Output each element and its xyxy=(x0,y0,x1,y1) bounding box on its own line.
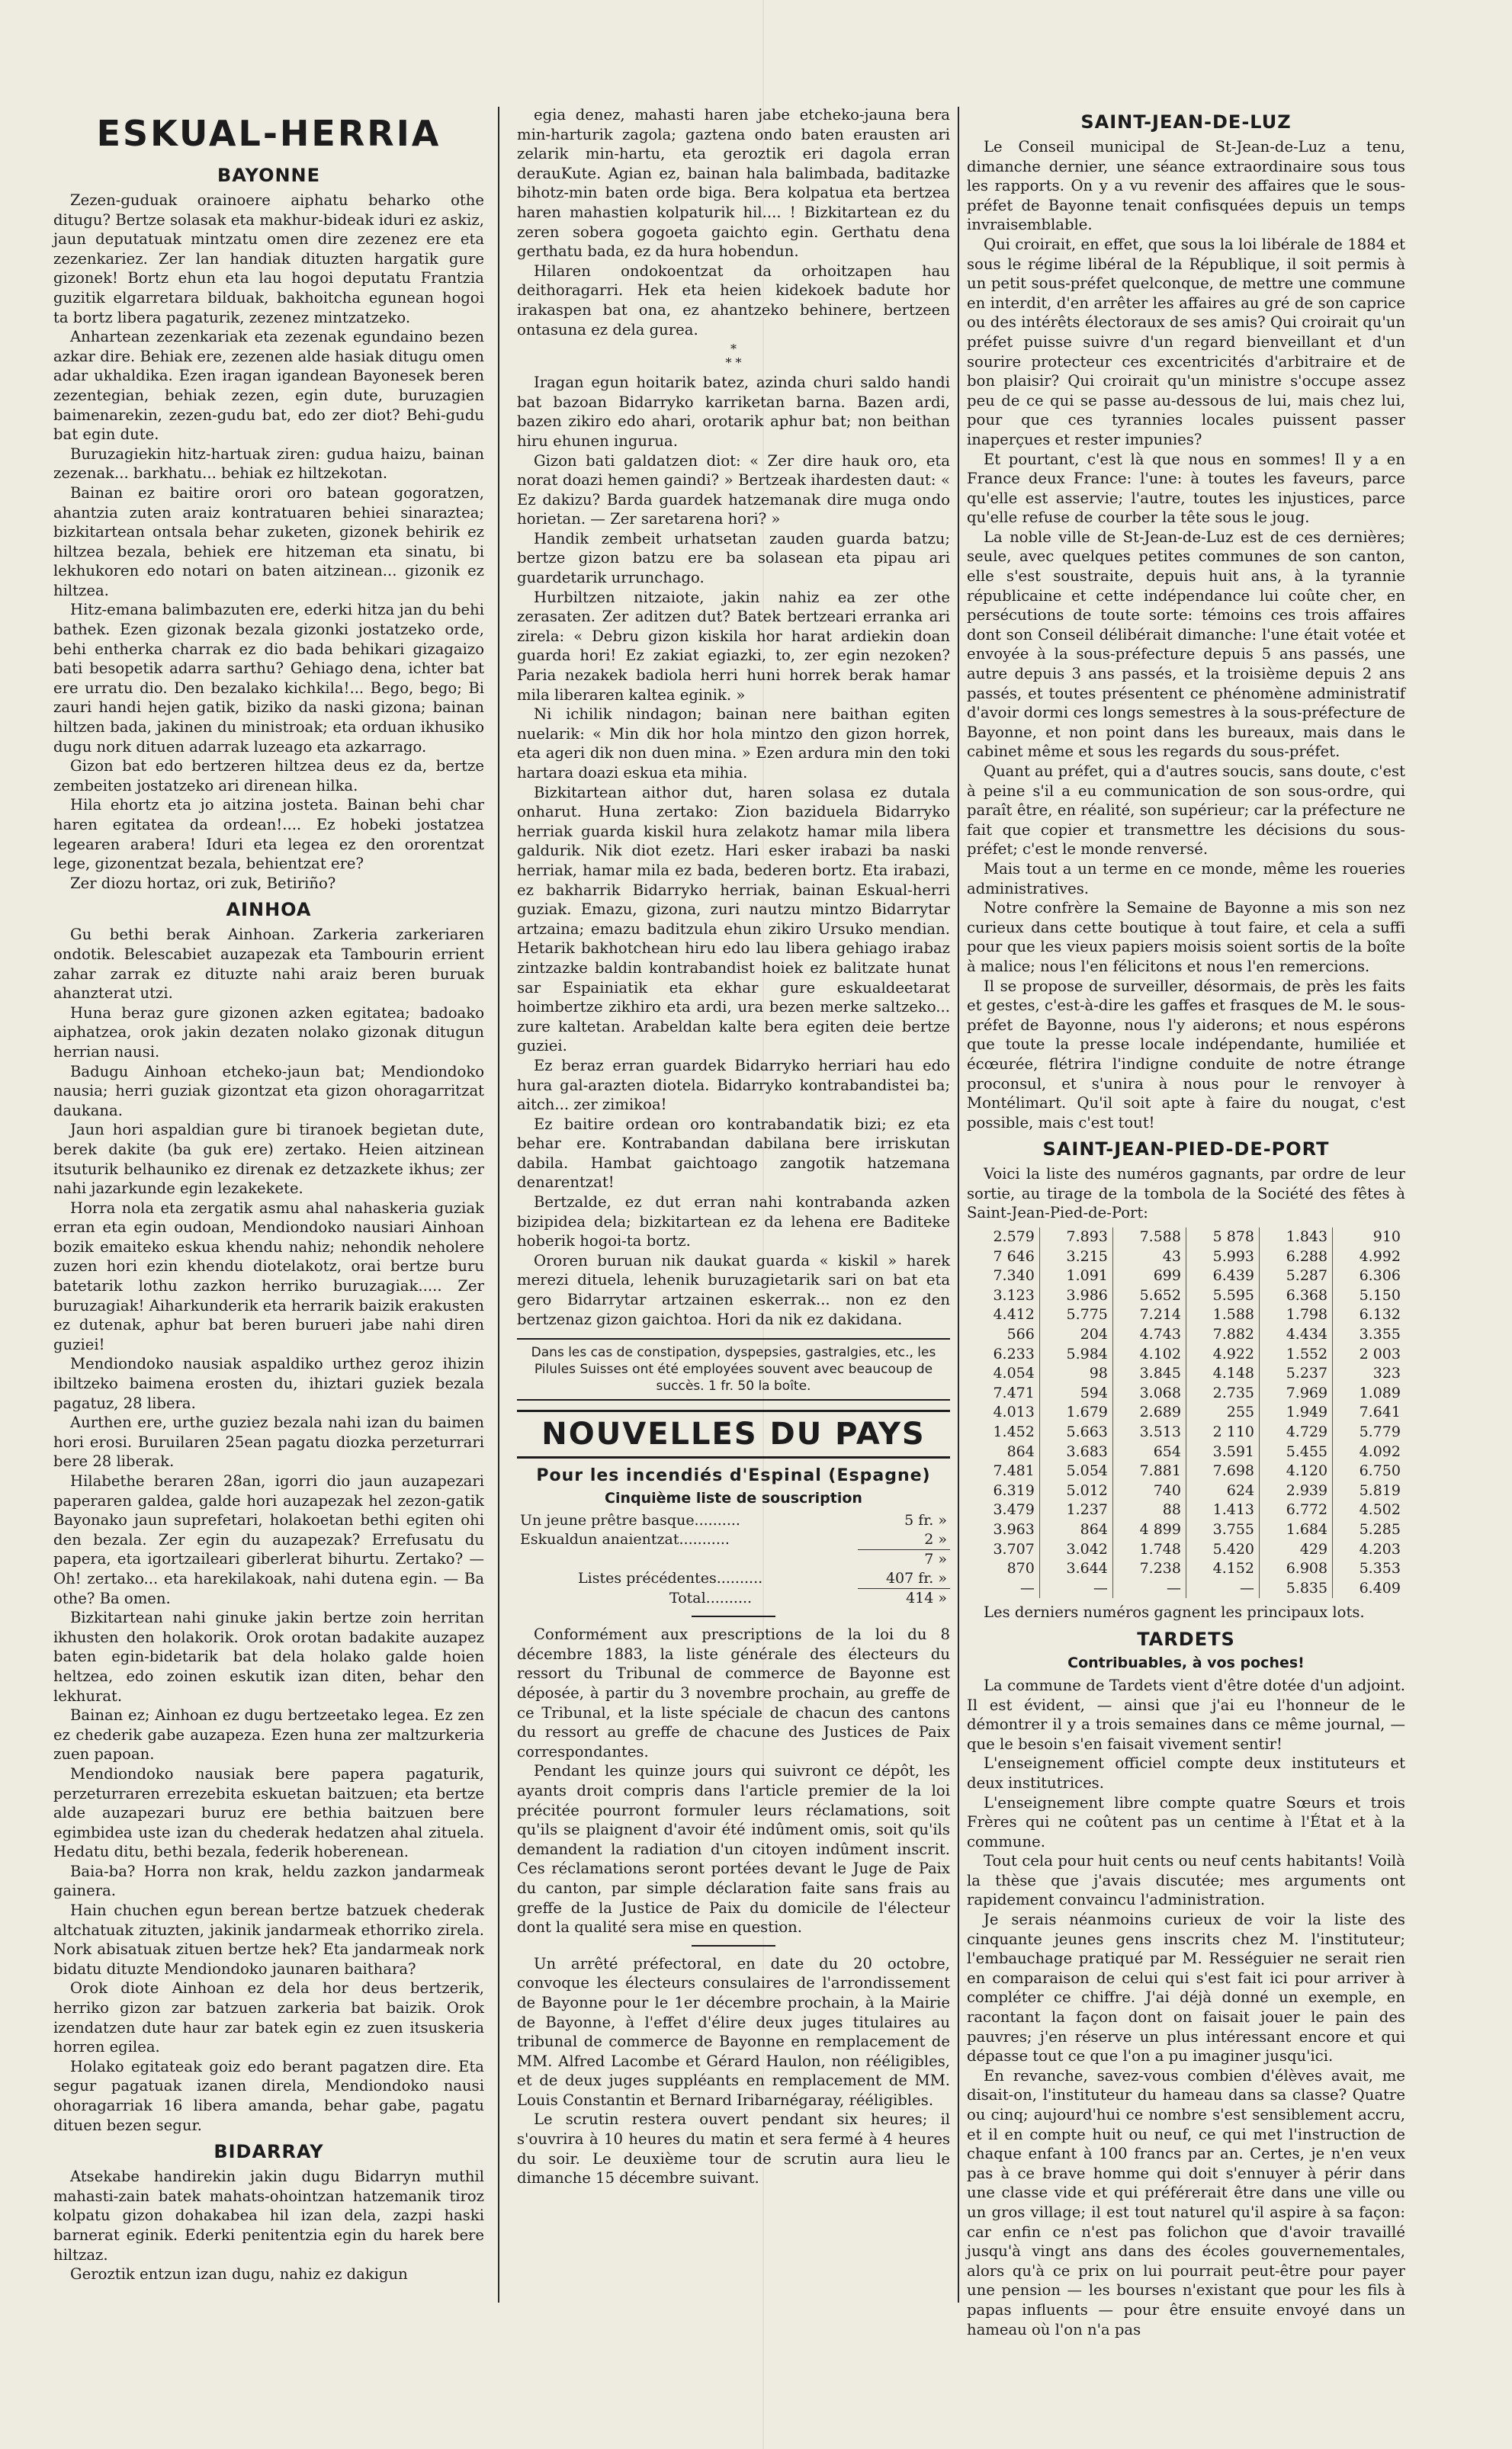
section-heading-bayonne: BAYONNE xyxy=(217,165,321,186)
table-row xyxy=(967,1520,1405,1540)
paragraph: Il se propose de surveiller, désormais, de près les faits et gestes, c'est-à-dire les gaffes et frasques de M. le sous-préfet de Bayonne, nous l'y aiderons; et nous espérons que toute la presse locale indépendante, humiliée et écœurée, flétrira l'indigne conduite de notre étrange proconsul, et s'unira à nous pour le renvoyer à Montélimart. Qu'il soit apte à faire du nougat, c'est possible, mais c'est tout! xyxy=(967,977,1405,1131)
table-cell: 2.689 xyxy=(1112,1403,1186,1423)
table-cell: 910 xyxy=(1372,1228,1401,1246)
table-row xyxy=(967,1423,1405,1443)
table-cell: 6.368 xyxy=(1260,1286,1333,1306)
paragraph: Badugu Ainhoan etcheko-jaun bat; Mendiondoko nausia; herri guziak gizontzat eta gizon ohoragarritzat daukana. xyxy=(53,1062,484,1119)
table-cell: 5.775 xyxy=(1039,1305,1112,1325)
paragraph: Geroztik entzun izan dugu, nahiz ez dakigun xyxy=(70,2265,408,2284)
table-cell: 6.750 xyxy=(1359,1462,1401,1480)
table-cell: 1.452 xyxy=(967,1423,1039,1443)
table-cell: 5 878 xyxy=(1186,1228,1259,1247)
table-cell: 3.845 xyxy=(1112,1364,1186,1384)
table-cell: — xyxy=(1039,1579,1112,1599)
paragraph: Bertzalde, ez dut erran nahi kontrabanda azken bizipidea dela; bizkitartean ez da lehena ere Baditeke hoberik hogoi-ta bortz. xyxy=(517,1193,950,1250)
table-row xyxy=(517,1589,950,1609)
table-row xyxy=(967,1540,1405,1560)
table-cell: 6.319 xyxy=(967,1481,1039,1501)
table-cell: 4.092 xyxy=(1359,1443,1401,1460)
bidarray-smuggling-article xyxy=(517,373,950,1329)
section-heading-saint-jean-de-luz: SAINT-JEAN-DE-LUZ xyxy=(1080,111,1292,133)
table-cell: 594 xyxy=(1039,1384,1112,1404)
table-cell: 4.502 xyxy=(1359,1501,1401,1519)
table-cell: 1.843 xyxy=(1260,1228,1333,1247)
paragraph: Les derniers numéros gagnent les principaux lots. xyxy=(984,1603,1365,1622)
table-row xyxy=(967,1325,1405,1345)
table-cell: 624 xyxy=(1186,1481,1259,1501)
table-cell: 3.479 xyxy=(967,1501,1039,1520)
paragraph: Qui croirait, en effet, que sous la loi libérale de 1884 et sous le régime libéral de la République, il soit permis à un petit sous-préfet quelconque, de mettre une commune en interdit, d'en arrêter les affaires au gré de son caprice ou des intérêts électoraux de ses amis? Qui croirait qu'un préfet puisse suivre d'un regard bienveillant et d'un sourire protecteur ces excentricités d'arbitraire et de bon plaisir? Qui croirait qu'un ministre s'occupe assez peu de ce qui se passe au-dessous de lui, mais chez lui, pour que ces tyrannies locales puissent passer inaperçues et rester impunies? xyxy=(967,235,1405,448)
paragraph: Gu bethi berak Ainhoan. Zarkeria zarkeriaren ondotik. Belescabiet auzapezak eta Tambourin errient zahar zarrak ez dituzte nahi araiz beren buruak ahanzterat utzi. xyxy=(53,926,484,1003)
paragraph: Aurthen ere, urthe guziez bezala nahi izan du baimen hori erosi. Buruilaren 25ean pagatu diozka perzeturrari bere 28 liberak. xyxy=(53,1414,484,1471)
section-heading-tardets: TARDETS xyxy=(1137,1628,1235,1650)
paragraph: Hitz-emana balimbazuten ere, ederki hitza jan du behi bathek. Ezen gizonak bezala gizonki jostatzeko orde, behi entherka charrak ez dio bada behikari gizagaizo bati besopetik adarra sarthu? Gehiago dena, ichter bat ere urratu dio. Den bezalako kichkila!... Bego, bego; Bi zauri handi hejen gatik, biziko da naski gizona; bainan hiltzen bada, jakinen du ministroak; eta orduan ikhusiko dugu nork dituen adarrak luzeago eta azkarrago. xyxy=(53,601,484,756)
paragraph: Iragan egun hoitarik batez, azinda churi saldo handi bat bazoan Bidarryko karriketan barna. Bazen ardi, bazen zikiro edo ahari, orotarik aphur bat; non beithan hiru ehunen ingurua. xyxy=(517,374,950,450)
table-row xyxy=(967,1345,1405,1365)
table-cell: 3.123 xyxy=(967,1286,1039,1306)
table-row xyxy=(967,1462,1405,1481)
paragraph: Quant au préfet, qui a d'autres soucis, sans doute, c'est à peine s'il a eu communication de son sous-ordre, qui paraît être, en réalité, son supérieur; car la préfecture ne fait que copier et transmettre les décisions du sous-préfet; c'est le monde renversé. xyxy=(967,762,1405,859)
divider xyxy=(692,1945,775,1947)
table-cell: 7.588 xyxy=(1112,1228,1186,1247)
table-cell: 6.439 xyxy=(1186,1266,1259,1286)
table-cell: 5.595 xyxy=(1186,1286,1259,1306)
paragraph: Conformément aux prescriptions de la loi du 8 décembre 1883, la liste générale des électeurs du ressort du Tribunal de commerce de Bayonne est déposée, à partir du 3 novembre prochain, au greffe de ce Tribunal, et la liste spéciale de chacun des cantons du ressort au greffe de chacune des Justices de Paix correspondantes. xyxy=(517,1626,950,1761)
section-heading-ainhoa: AINHOA xyxy=(226,899,312,921)
table-cell: 5.287 xyxy=(1260,1266,1333,1286)
table-cell: 7.698 xyxy=(1186,1462,1259,1481)
paragraph: Un arrêté préfectoral, en date du 20 octobre, convoque les électeurs consulaires de l'arrondissement de Bayonne pour le 1er décembre prochain, à la Mairie de Bayonne, à l'effet d'élire deux juges titulaires au tribunal de commerce de Bayonne en remplacement de MM. Alfred Lacombe et Gérard Haulon, non rééligibles, et de deux juges suppléants en remplacement de MM. Louis Constantin et Bernard Iribarnégaray, rééligibles. xyxy=(517,1954,950,2109)
table-cell: 43 xyxy=(1112,1247,1186,1267)
table-cell: 3.644 xyxy=(1039,1559,1112,1579)
table-cell: 4.152 xyxy=(1186,1559,1259,1579)
table-row xyxy=(967,1228,1405,1247)
paragraph: La noble ville de St-Jean-de-Luz est de ces dernières; seule, avec quelques petites communes de son canton, elle s'est soustraite, depuis huit ans, à la tyrannie républicaine et cette indépendance lui coûte cher, en persécutions de toute sorte: témoins ces trois affaires dont son Conseil délibérait dimanche: l'une était votée et envoyée à la sous-préfecture depuis 5 ans passés, une autre depuis 3 ans passés, et la troisième depuis 2 ans passés, et toutes présentent ce phénomène administratif d'avoir dormi ces longs semestres à la sous-préfecture de Bayonne, et non point dans les bureaux, mais dans le cabinet même et sous les regards du sous-préfet. xyxy=(967,528,1405,761)
table-cell: 4.102 xyxy=(1112,1345,1186,1365)
paragraph: Voici la liste des numéros gagnants, par ordre de leur sortie, au tirage de la tombola de la Société des fêtes à Saint-Jean-Pied-de-Port: xyxy=(967,1165,1405,1222)
paragraph: Hila ehortz eta jo aitzina josteta. Bainan behi char haren egitatea da ordean!.... Ez hobeki jostatzea legearen arabera! Iduri eta legea ez den ororentzat lege, gizonentzat bezala, behientzat ere? xyxy=(53,796,484,873)
table-cell: 3.068 xyxy=(1112,1384,1186,1404)
table-row xyxy=(517,1550,950,1570)
paragraph: Pendant les quinze jours qui suivront ce dépôt, les ayants droit compris dans l'article premier de la loi précitée pourront formuler leurs réclamations, soit qu'ils se plaignent d'avoir été indûment omis, soit qu'ils demandent la radiation d'un citoyen indûment inscrit. Ces réclamations seront portées devant le Juge de Paix du canton, par simple déclaration faite sans frais au greffe de la Justice de Paix du domicile de l'électeur dont la qualité sera mise en question. xyxy=(517,1762,950,1937)
table-cell: 864 xyxy=(967,1443,1039,1462)
table-cell: 3.707 xyxy=(967,1540,1039,1560)
table-cell: 7.471 xyxy=(967,1384,1039,1404)
table-cell: 5.663 xyxy=(1039,1423,1112,1443)
table-row xyxy=(967,1286,1405,1306)
table-cell: 864 xyxy=(1039,1520,1112,1540)
table-cell: 204 xyxy=(1039,1325,1112,1345)
table-cell: — xyxy=(967,1579,1039,1599)
bayonne-article xyxy=(53,191,484,893)
table-cell: 1.949 xyxy=(1260,1403,1333,1423)
divider xyxy=(692,1616,775,1617)
table-cell: 1.091 xyxy=(1039,1266,1112,1286)
liste-heading: Cinquième liste de souscription xyxy=(605,1490,862,1507)
right-column xyxy=(967,105,1405,2339)
table-cell: — xyxy=(1112,1579,1186,1599)
table-cell: 5.455 xyxy=(1260,1443,1333,1462)
table-row xyxy=(967,1443,1405,1462)
table-cell: 4.013 xyxy=(967,1403,1039,1423)
paragraph: Notre confrère la Semaine de Bayonne a mis son nez curieux dans cette boutique à tout faire, et cela a suffi pour que les vieux papiers moisis soient sortis de la boîte à malice; nous l'en félicitons et nous l'en remercions. xyxy=(967,899,1405,975)
paragraph: Ni ichilik nindagon; bainan nere baithan egiten nuelarik: « Min dik hor hola mintzo den gizon horrek, eta ageri dik non duen mina. » Ezen ardura min den toki hartara doazi eskua eta mihia. xyxy=(517,705,950,782)
table-cell: 6.233 xyxy=(967,1345,1039,1365)
table-cell: 4.412 xyxy=(967,1305,1039,1325)
table-cell: 3.683 xyxy=(1039,1443,1112,1462)
table-cell: 5.652 xyxy=(1112,1286,1186,1306)
paragraph: Holako egitateak goiz edo berant pagatzen dire. Eta segur pagatuak izanen direla, Mendiondoko nausi ohoragarriak 16 libera amanda, behar gabe, pagatu dituen bezen segur. xyxy=(53,2057,484,2134)
paragraph: Gizon bati galdatzen diot: « Zer dire hauk oro, eta norat doazi hemen gaindi? » Bertzeak ihardesten daut: « Ez dakizu? Barda guardek hatzemanak dire muga ondo horietan. — Zer saretarena hori? » xyxy=(517,451,950,528)
row-value: 7 » xyxy=(858,1550,950,1570)
row-value: 407 fr. » xyxy=(885,1570,947,1587)
row-label: Listes précédentes.......... xyxy=(578,1570,763,1587)
table-row xyxy=(967,1305,1405,1325)
table-row xyxy=(967,1266,1405,1286)
table-cell: 2 003 xyxy=(1359,1345,1401,1363)
paragraph: Orok diote Ainhoan ez dela hor deus bertzerik, herriko gizon zar batzuen zarkeria bat baizik. Orok izendatzen dute haur zar batek egin ez zuen itsuskeria horren egilea. xyxy=(53,1979,484,2056)
paragraph: Le scrutin restera ouvert pendant six heures; il s'ouvrira à 10 heures du matin et sera fermé à 4 heures du soir. Le deuxième tour de scrutin aura lieu le dimanche 15 décembre suivant. xyxy=(517,2110,950,2187)
table-cell: 5.285 xyxy=(1359,1520,1401,1538)
paragraph: Huna beraz gure gizonen azken egitatea; badoako aiphatzea, orok jakin dezaten nolako gizonak ditugun herrian nausi. xyxy=(53,1003,484,1061)
paragraph: Ororen buruan nik daukat guarda « kiskil » harek merezi dituela, lehenik buruzagietarik sari on bat eta gero Bidarrytar artzainen eskerrak... non ez den bertzenaz gizon gaichtoa. Hori da nik ez dakidana. xyxy=(517,1251,950,1328)
paragraph: Bainan ez baitire orori oro batean gogoratzen, ahantzia zuten araiz kontratuaren behiei sinaraztea; bizkitartean ontsala behar zuketen, gizonek behirik ez hiltzea bezala, behiek ere hitzeman eta sinatu, bi lekhukoren edo notari on baten aitzinean... gizonik ez hiltzea. xyxy=(53,483,484,599)
paragraph: Bizkitartean aithor dut, haren solasa ez dutala onharut. Huna zertako: Zion baziduela Bidarryko herriak guarda kiskil hura zelakotz hamar mila libera galdurik. Nik diot ezetz. Hari esker irabazi ba naski herriak, hamar mila ez bada, bederen bortz. Eta irabazi, ez bakharrik Bidarryko herriak, bainan Eskual-herri guziak. Emazu, gizona, zuri nautzu mintzo Bidarrytar artzaina; emazu baditzula ehun zikiro Ursuko mendian. Hetarik bakhotchean hiru edo lau libera gehiago irabaz zintzazke baldin kontrabandist hoiek ez balitzate hunat sar Espainiatik eta ekhar gure eskualdeetarat hoimbertze zikhiro eta ardi, ura bezen merke saltzeko... zure kaltetan. Arabeldan kalte bera egiten deie bertze guziei. xyxy=(517,783,950,1055)
table-cell: 4.729 xyxy=(1260,1423,1333,1443)
paragraph: Et pourtant, c'est là que nous en sommes! Il y a en France deux France: l'une: à toutes les faveurs, parce qu'elle est asservie; l'autre, toutes les injustices, parce qu'elle refuse de courber la tête sous le joug. xyxy=(967,450,1405,527)
paragraph: Je serais néanmoins curieux de voir la liste des cinquante jeunes gens inscrits chez M. l'instituteur; l'embauchage pratiqué par M. Rességuier ne serait rien en comparaison de celui qui s'est fait ici pour arriver à compléter ce chiffre. J'ai déjà donné un exemple, en racontant la façon dont on faisait jouer le pain des pauvres; j'en réserve un plus intéressant encore et qui dépasse tout ce que l'on a pu imaginer jusqu'ici. xyxy=(967,1911,1405,2065)
table-cell: 7.969 xyxy=(1260,1384,1333,1404)
subscription-table xyxy=(517,1511,950,1608)
table-cell: 5.150 xyxy=(1359,1286,1401,1304)
table-cell: 699 xyxy=(1112,1266,1186,1286)
table-cell: 4.054 xyxy=(967,1364,1039,1384)
paragraph: L'enseignement libre compte quatre Sœurs et trois Frères qui ne coûtent pas un centime à l'État et à la commune. xyxy=(967,1793,1405,1850)
table-cell: 2.735 xyxy=(1186,1384,1259,1404)
paragraph: Zer diozu hortaz, ori zuk, Betiriño? xyxy=(70,874,336,892)
table-row xyxy=(517,1530,950,1550)
table-cell: 7.881 xyxy=(1112,1462,1186,1481)
table-cell: 429 xyxy=(1260,1540,1333,1560)
advertisement-pilules: Dans les cas de constipation, dyspepsies, gastralgies, etc., les Pilules Suisses ont été employées souvent avec beaucoup de succès. 1 fr. 50 la boîte. xyxy=(517,1338,950,1401)
middle-column xyxy=(517,105,950,2188)
table-cell: 2.939 xyxy=(1260,1481,1333,1501)
table-cell: 870 xyxy=(967,1559,1039,1579)
table-cell: 88 xyxy=(1112,1501,1186,1520)
table-cell: 5.819 xyxy=(1359,1481,1401,1499)
paragraph: Atsekabe handirekin jakin dugu Bidarryn muthil mahasti-zain batek mahats-ohointzan hatzemanik tiroz kolpatu gizon dohakabea hil izan dela, zazpi haski barnerat eginik. Ederki penitentzia egin du harek bere hiltzaz. xyxy=(53,2168,484,2264)
table-cell: 3.755 xyxy=(1186,1520,1259,1540)
table-row xyxy=(967,1481,1405,1501)
paragraph: egia denez, mahasti haren jabe etcheko-jauna bera min-harturik zagola; gaztena ondo baten erausten ari zelarik min-hartu, eta geroztik eri dagola erran derauKute. Agian ez, bainan hala balimbada, baditazke bihotz-min baten orde biga. Bera kolpatua eta bertzea haren mahastien kolpaturik hil.... ! Bizkitartean ez du zeren sobera gogoeta gaichto egin. Gerthatu dena gerthatu bada, ez da hura hobendun. xyxy=(517,106,950,261)
table-cell: 4 899 xyxy=(1112,1520,1186,1540)
table-cell: 1.089 xyxy=(1359,1384,1401,1401)
table-cell: — xyxy=(1186,1579,1259,1599)
left-column xyxy=(53,105,484,2284)
table-cell: 3.963 xyxy=(967,1520,1039,1540)
paragraph: Bainan ez; Ainhoan ez dugu bertzeetako legea. Ez zen ez chederik gabe auzapeza. Ezen huna zer maltzurkeria zuen papoan. xyxy=(53,1706,484,1764)
masthead: ESKUAL-HERRIA xyxy=(96,113,441,154)
paragraph: Baia-ba? Horra non krak, heldu zazkon jandarmeak gainera. xyxy=(53,1862,484,1900)
table-cell: 1.798 xyxy=(1260,1305,1333,1325)
row-label: Total.......... xyxy=(669,1589,753,1606)
table-cell: 7.641 xyxy=(1359,1404,1401,1421)
paragraph: Mendiondoko nausiak aspaldiko urthez geroz ihizin ibiltzeko baimena erosten du, ihiztari guziek bezala pagatuz, 28 libera. xyxy=(53,1355,484,1412)
section-heading-saint-jean-pied-de-port: SAINT-JEAN-PIED-DE-PORT xyxy=(1042,1138,1330,1160)
separator-asterisks: * * * xyxy=(725,342,742,371)
row-label: Un jeune prêtre basque.......... xyxy=(520,1512,740,1529)
table-cell: 5.779 xyxy=(1359,1424,1401,1440)
winning-numbers-table xyxy=(967,1228,1405,1598)
paragraph: Hilabethe beraren 28an, igorri dio jaun auzapezari paperaren galdea, galde hori auzapezak hel zezon-gatik Bayonako jaun suprefetari, holakoetan bethi egiten ohi den bezala. Zer egin du auzapezak? Errefusatu du papera, eta igortzaileari giberlerat bihurtu. Zertako? — Oh! zertako... eta harekilakoak, nahi dutena egin. — Ba othe? Ba omen. xyxy=(53,1472,484,1607)
tardets-subheading: Contribuables, à vos poches! xyxy=(1067,1654,1305,1671)
paragraph: La commune de Tardets vient d'être dotée d'un adjoint. Il est évident, — ainsi que j'ai eu l'honneur de le démontrer il y a trois semaines dans ce même journal, — que le besoin s'en faisait vivement sentir! xyxy=(967,1676,1405,1753)
table-cell: 98 xyxy=(1039,1364,1112,1384)
paragraph: Anhartean zezenkariak eta zezenak egundaino bezen azkar dire. Behiak ere, zezenen alde hasiak ditugu omen adar ukhaldika. Ezen iragan igandean Bayonesek beren zezentegian, behiak zezen, egin dute, buruzagien baimenarekin, zezen-gudu bat, edo zer diot? Behi-gudu bat egin dute. xyxy=(53,328,484,444)
table-row xyxy=(967,1559,1405,1579)
paragraph: Gizon bat edo bertzeren hiltzea deus ez da, bertze zembeiten jostatzeko ari direnean hilka. xyxy=(53,757,484,794)
table-cell: 6.132 xyxy=(1359,1306,1401,1324)
paragraph: Bizkitartean nahi ginuke jakin bertze zoin herritan ikhusten den holakorik. Orok orotan badakite auzapez baten egin-bidetarik bat dela holako galde hoien heltzea, edo zoinen eskutik izan diten, behar den lekhurat. xyxy=(53,1609,484,1705)
paragraph: Ez beraz erran guardek Bidarryko herriari hau edo hura gal-arazten diotela. Bidarryko kontrabandistei ba; aitch... zer zimikoa! xyxy=(517,1056,950,1114)
table-cell: 7.882 xyxy=(1186,1325,1259,1345)
table-cell: 7.214 xyxy=(1112,1305,1186,1325)
table-cell: 4.743 xyxy=(1112,1325,1186,1345)
saint-jean-de-luz-article xyxy=(967,137,1405,1132)
paragraph: Tout cela pour huit cents ou neuf cents habitants! Voilà la thèse que j'avais discutée; mes arguments ont rapidement convaincu l'administration. xyxy=(967,1852,1405,1909)
table-cell: 4.148 xyxy=(1186,1364,1259,1384)
table-cell: 1.748 xyxy=(1112,1540,1186,1560)
table-row xyxy=(517,1511,950,1530)
table-cell: 1.588 xyxy=(1186,1305,1259,1325)
table-row xyxy=(967,1501,1405,1520)
table-cell: 5.012 xyxy=(1039,1481,1112,1501)
paragraph: Mais tout a un terme en ce monde, même les roueries administratives. xyxy=(967,859,1405,897)
section-heading-bidarray: BIDARRAY xyxy=(213,2141,324,2163)
paragraph: En revanche, savez-vous combien d'élèves avait, me disait-on, l'instituteur du hameau dans sa classe? Quatre ou cinq; aujourd'hui ce nombre s'est sensiblement accru, et il en compte huit ou neuf, ce qui met l'instruction de chaque enfant à 100 francs par an. Certes, je n'en veux pas à ce brave homme qui doit s'ennuyer à périr dans une classe vide et qui préférerait être dans une ville ou un gros village; il est tout naturel qu'il aspire à sa façon: car enfin ce n'est pas folichon que d'avoir travaillé jusqu'à vingt ans dans des écoles gouvernementales, alors qu'à ce prix on lui pourrait peut-être pour payer une pension — les bourses n'existant que pour les fils à papas influents — pour être ensuite envoyé dans un hameau où l'on n'a pas xyxy=(967,2066,1405,2338)
espinal-heading: Pour les incendiés d'Espinal (Espagne) xyxy=(536,1466,931,1486)
table-cell: 1.413 xyxy=(1186,1501,1259,1520)
paragraph: Ez baitire ordean oro kontrabandatik bizi; ez eta behar ere. Kontrabandan dabilana bere irriskutan dabila. Hambat gaichtoago zangotik hatzemana denarentzat! xyxy=(517,1115,950,1192)
table-cell: 255 xyxy=(1186,1403,1259,1423)
bidarray-article xyxy=(53,2167,484,2284)
paragraph: L'enseignement officiel compte deux instituteurs et deux institutrices. xyxy=(967,1754,1405,1792)
paragraph: Handik zembeit urhatsetan zauden guarda batzu; bertze gizon batzu ere ba solasean eta pipau ari guardetarik urrunchago. xyxy=(517,529,950,587)
table-cell: 7.893 xyxy=(1039,1228,1112,1247)
table-cell: 3.042 xyxy=(1039,1540,1112,1560)
tardets-article xyxy=(967,1676,1405,2339)
column-rule-left xyxy=(498,107,499,2303)
elections-article xyxy=(517,1625,950,2188)
table-cell: 5.420 xyxy=(1186,1540,1259,1560)
table-row xyxy=(967,1247,1405,1267)
table-cell: 1.684 xyxy=(1260,1520,1333,1540)
table-cell: 740 xyxy=(1112,1481,1186,1501)
table-row xyxy=(967,1384,1405,1404)
table-cell: 7.340 xyxy=(967,1266,1039,1286)
paragraph: Zezen-guduak orainoere aiphatu beharko othe ditugu? Bertze solasak eta makhur-bideak iduri ez askiz, jaun deputatuak mintzatu omen dire zezenez ere eta zezenkariez. Zer lan handiak dituzten hargatik gure gizonek! Bortz ehun eta lau hogoi deputatu Frantzia guzitik elgarretara bilduak, bakhoitcha egunean hogoi ta bortz libera pagaturik, zezenez mintzatzeko. xyxy=(53,191,484,326)
row-value: 5 fr. » xyxy=(904,1512,947,1529)
table-cell: 3.355 xyxy=(1359,1326,1401,1343)
table-cell: 3.591 xyxy=(1186,1443,1259,1462)
table-cell: 6.306 xyxy=(1359,1267,1401,1285)
paragraph: Hurbiltzen nitzaiote, jakin nahiz ea zer othe zerasaten. Zer aditzen dut? Batek bertzeari erranka ari zirela: « Debru gizon kiskila hor harat ardiekin doan guarda hori! Ez zakiat egiazki, to, zer egin nezoken? Paria nezakek badiola herri huni horrek berak hamar mila liberaren kaltea eginik. » xyxy=(517,588,950,704)
paragraph: Le Conseil municipal de St-Jean-de-Luz a tenu, dimanche dernier, une séance extraordinaire sous tous les rapports. On y a vu revenir des affaires que le sous-préfet de Bayonne tenait confisquées depuis un temps invraisemblable. xyxy=(967,138,1405,234)
table-cell: 2 110 xyxy=(1186,1423,1259,1443)
table-cell: 4.120 xyxy=(1260,1462,1333,1481)
row-value: 2 » xyxy=(924,1531,947,1549)
paragraph: Mendiondoko nausiak bere papera pagaturik, perzeturraren errezebita eskuetan baitzuen; eta bertze alde auzapezari buruz ere bethia baitzuen bere egimbidea uste izan du chederak hedatzen ahal zituela. Hedatu ditu, bethi bezala, federik hoberenean. xyxy=(53,1764,484,1861)
row-value: 414 » xyxy=(858,1589,950,1609)
table-cell: 3.215 xyxy=(1039,1247,1112,1267)
table-cell: 5.353 xyxy=(1359,1560,1401,1578)
table-cell: 5.054 xyxy=(1039,1462,1112,1481)
row-label: Eskualdun anaientzat........... xyxy=(520,1531,730,1549)
table-cell: 4.434 xyxy=(1260,1325,1333,1345)
table-cell: 5.993 xyxy=(1186,1247,1259,1267)
table-cell: 323 xyxy=(1372,1365,1401,1382)
table-cell: 5.835 xyxy=(1260,1579,1333,1599)
table-cell: 6.288 xyxy=(1260,1247,1333,1267)
table-cell: 3.986 xyxy=(1039,1286,1112,1306)
table-cell: 6.409 xyxy=(1359,1579,1401,1597)
paragraph: Hilaren ondokoentzat da orhoitzapen hau deithoragarri. Hek eta heien kidekoek badute hor irakaspen bat ona, ez ahantzeko behinere, bertzeen ontasuna ez dela gurea. xyxy=(517,262,950,339)
ainhoa-article xyxy=(53,925,484,2135)
table-cell: 654 xyxy=(1112,1443,1186,1462)
table-cell: 7.238 xyxy=(1112,1559,1186,1579)
table-cell: 4.203 xyxy=(1359,1540,1401,1558)
table-row xyxy=(967,1579,1405,1599)
table-cell: 566 xyxy=(967,1325,1039,1345)
table-cell: 7 646 xyxy=(967,1247,1039,1267)
table-cell: 4.992 xyxy=(1359,1247,1401,1265)
table-cell: 4.922 xyxy=(1186,1345,1259,1365)
table-row xyxy=(517,1569,950,1589)
table-cell: 6.772 xyxy=(1260,1501,1333,1520)
paragraph: Buruzagiekin hitz-hartuak ziren: gudua haizu, bainan zezenak... barkhatu... behiak ez hiltzekotan. xyxy=(53,445,484,483)
paragraph: Hain chuchen egun berean bertze batzuek chederak altchatuak zituzten, jakinik jandarmeak ethorriko zirela. Nork abisatuak zituen bertze hek? Eta jandarmeak nork bidatu dituzte Mendiondoko jaunaren baithara? xyxy=(53,1902,484,1978)
table-cell: 7.481 xyxy=(967,1462,1039,1481)
paragraph: Horra nola eta zergatik asmu ahal nahaskeria guziak erran eta egin oudoan, Mendiondoko nausiari Ainhoan bozik emaiteko eskua khendu nahiz; nehondik neholere zuzen hori ezin khendu diotelakotz, orai bertze buru batetarik lothu zazkon herriko buruzagiak..... Zer buruzagiak! Aiharkunderik eta herrarik baizik erakusten ez dutenak, aphur bat beren burueri jabe nahi diren guziei! xyxy=(53,1199,484,1353)
table-cell: 1.552 xyxy=(1260,1345,1333,1365)
paragraph: Jaun hori aspaldian gure bi tiranoek begietan dute, berek dakite (ba guk ere) zertako. Heien aitzinean itsuturik belhauniko ez direnak ez detzazkete ikhus; zer nahi jazarkunde egin lezakekete. xyxy=(53,1121,484,1198)
table-row xyxy=(967,1364,1405,1384)
column-rule-right xyxy=(958,107,959,2303)
row-label xyxy=(517,1550,858,1570)
table-cell: 3.513 xyxy=(1112,1423,1186,1443)
table-cell: 1.237 xyxy=(1039,1501,1112,1520)
bidarray-continued xyxy=(517,105,950,339)
table-cell: 1.679 xyxy=(1039,1403,1112,1423)
nouvelles-du-pays-heading: NOUVELLES DU PAYS xyxy=(517,1410,950,1459)
table-cell: 5.984 xyxy=(1039,1345,1112,1365)
table-cell: 6.908 xyxy=(1260,1559,1333,1579)
table-cell: 2.579 xyxy=(967,1228,1039,1247)
table-cell: 5.237 xyxy=(1260,1364,1333,1384)
table-row xyxy=(967,1403,1405,1423)
